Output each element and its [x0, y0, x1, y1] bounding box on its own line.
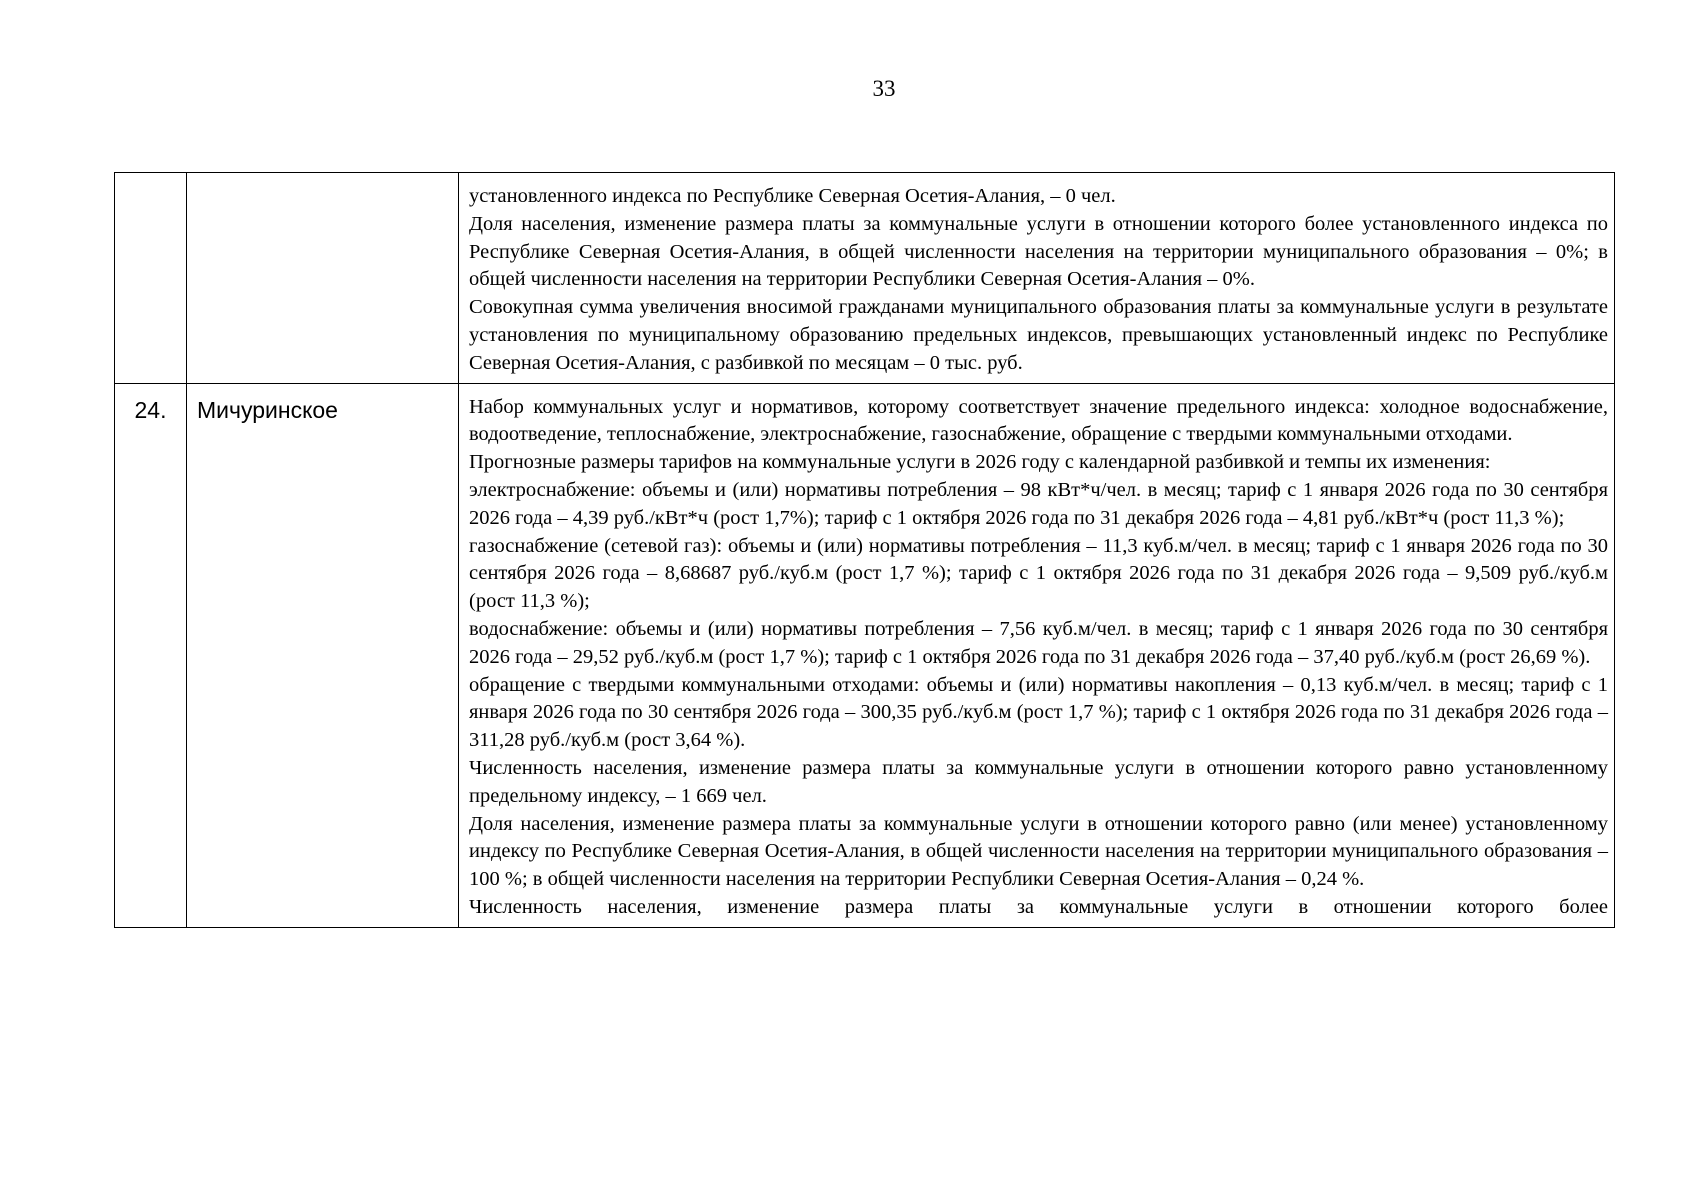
paragraph: установленного индекса по Республике Северная Осетия-Алания, – 0 чел. — [469, 185, 1116, 207]
municipality-name-cell: Мичуринское — [187, 383, 459, 927]
paragraph: Прогнозные размеры тарифов на коммунальные услуги в 2026 году с календарной разбивкой и темпы их изменения: — [469, 451, 1491, 474]
row-number-cell: 24. — [115, 383, 187, 927]
page-number: 33 — [872, 76, 896, 101]
municipal-tariff-table — [114, 172, 1615, 928]
paragraph: Доля населения, изменение размера платы за коммунальные услуги в отношении которого равно (или менее) установленному индексу по Республике Северная Осетия-Алания, в общей численности населения на территории муниципального образования – 100 %; в общей численности населения на территории Республики Северная Осетия-Алания – 0,24 %. — [469, 812, 1608, 891]
paragraph: Численность населения, изменение размера платы за коммунальные услуги в отношении которого равно установленному предельному индексу, – 1 669 чел. — [469, 756, 1608, 807]
paragraph: обращение с твердыми коммунальными отходами: объемы и (или) нормативы накопления – 0,13 куб.м/чел. в месяц; тариф с 1 января 2026 года по 30 сентября 2026 года – 300,35 руб./куб.м (рост 1,7 %); тариф с 1 октября 2026 года по 31 декабря 2026 года –311,28 руб./куб.м (рост 3,64 %). — [469, 673, 1608, 752]
description-cell — [459, 173, 1615, 384]
table-row — [115, 383, 1615, 927]
municipality-name-cell — [187, 173, 459, 384]
paragraph: газоснабжение (сетевой газ): объемы и (или) нормативы потребления – 11,3 куб.м/чел. в месяц; тариф с 1 января 2026 года по 30 сентября 2026 года – 8,68687 руб./куб.м (рост 1,7 %); тариф с 1 октября 2026 года по 31 декабря 2026 года – 9,509 руб./куб.м (рост 11,3 %); — [469, 534, 1608, 613]
row-number-cell — [115, 173, 187, 384]
paragraph: Численность населения, изменение размера платы за коммунальные услуги в отношении которого более — [469, 895, 1608, 918]
paragraph: Набор коммунальных услуг и нормативов, которому соответствует значение предельного индекса: холодное водоснабжение, водоотведение, теплоснабжение, электроснабжение, газоснабжение, обращение с твердыми коммунальными отходами. — [469, 395, 1608, 446]
paragraph: Совокупная сумма увеличения вносимой гражданами муниципального образования платы за коммунальные услуги в результате установления по муниципальному образованию предельных индексов, превышающих установленный индекс по Республике Северная Осетия-Алания, с разбивкой по месяцам – 0 тыс. руб. — [469, 296, 1608, 374]
paragraph: Доля населения, изменение размера платы за коммунальные услуги в отношении которого более установленного индекса по Республике Северная Осетия-Алания, в общей численности населения на территории муниципального образования – 0%; в общей численности населения на территории Республики Северная Осетия-Алания – 0%. — [469, 212, 1608, 291]
paragraph: электроснабжение: объемы и (или) нормативы потребления – 98 кВт*ч/чел. в месяц; тариф с 1 января 2026 года по 30 сентября 2026 года – 4,39 руб./кВт*ч (рост 1,7%); тариф с 1 октября 2026 года по 31 декабря 2026 года – 4,81 руб./кВт*ч (рост 11,3 %); — [469, 478, 1608, 529]
paragraph: водоснабжение: объемы и (или) нормативы потребления – 7,56 куб.м/чел. в месяц; тариф с 1 января 2026 года по 30 сентября 2026 года – 29,52 руб./куб.м (рост 1,7 %); тариф с 1 октября 2026 года по 31 декабря 2026 года – 37,40 руб./куб.м (рост 26,69 %). — [469, 617, 1608, 668]
table-row — [115, 173, 1615, 384]
description-cell — [459, 383, 1615, 927]
